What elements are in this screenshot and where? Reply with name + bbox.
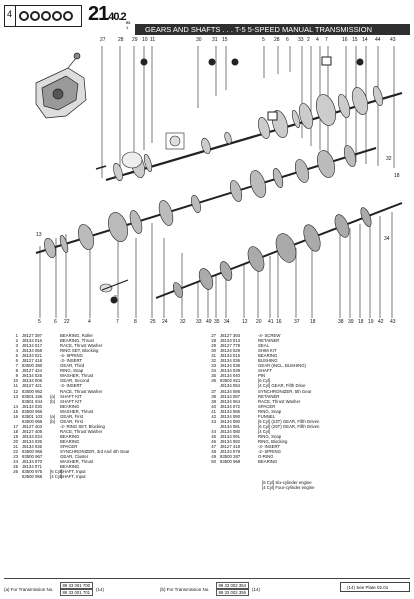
part-qualifier: (b) — [50, 398, 56, 404]
part-description: RING, Snap — [258, 408, 282, 414]
part-description: SYNCHRONIZER, 3rd And 4th Gear — [60, 449, 130, 455]
part-callout-number: 15 — [13, 408, 18, 414]
callout: 43 — [390, 37, 396, 43]
part-row — [2, 474, 192, 479]
part-callout-number: 44 — [211, 428, 216, 434]
part-number: J8134 021 — [22, 353, 43, 359]
part-callout-number: 25 — [13, 464, 18, 470]
footer-b-label: (b) For Transmission No. — [160, 586, 210, 592]
callout: 29 — [132, 37, 138, 43]
part-callout-number: 7 — [15, 363, 18, 369]
part-number: J8134 030 — [22, 403, 43, 409]
part-description: GEAR, Third — [60, 363, 85, 369]
footer-a — [4, 583, 104, 595]
callout: 35 — [214, 319, 220, 325]
part-number: J8127 424 — [22, 368, 43, 374]
callout: 37 — [294, 319, 300, 325]
part-description: RACE, Thrust Washer — [258, 398, 301, 404]
callout: 24 — [162, 319, 168, 325]
part-callout-number: 22 — [13, 449, 18, 455]
part-number: J8134 080 — [220, 418, 241, 424]
part-number: 83501 166 — [22, 393, 43, 399]
part-callout-number: 2 — [15, 338, 18, 344]
part-description: BEARING, Roller — [60, 333, 93, 338]
exploded-view-diagram — [6, 38, 408, 320]
callout: 28 — [274, 37, 280, 43]
part-callout-number: 17 — [13, 423, 18, 429]
see-plate-reference — [340, 582, 410, 592]
callout: 32 — [180, 319, 186, 325]
footer-a-label: (a) For Transmission No. — [4, 586, 54, 592]
part-number: J8134 072 — [220, 403, 241, 409]
part-number: J8134 091 — [220, 433, 241, 439]
part-callout-number: 41 — [211, 408, 216, 414]
part-description: RING SET, Blocking — [60, 348, 99, 354]
callout: 5 — [262, 37, 265, 43]
part-callout-number: 28 — [211, 338, 216, 344]
part-description: SYNCHRONIZER, 5th Gear — [258, 388, 312, 394]
part-description: -2- SPRING — [258, 449, 281, 455]
part-callout-number: 1 — [15, 333, 18, 338]
part-number: J8134 081 — [220, 423, 241, 429]
part-callout-number: 50 — [211, 459, 216, 465]
part-callout-number: 13 — [13, 393, 18, 399]
part-number: J8127 403 — [22, 423, 43, 429]
part-callout-number: 6 — [15, 358, 18, 364]
callout: 13 — [36, 232, 42, 238]
part-description: BEARING — [258, 353, 278, 359]
part-description: BEARING — [258, 459, 278, 465]
part-description: SPACER — [60, 444, 78, 450]
part-callout-number: 33 — [211, 363, 216, 369]
part-callout-number: 38 — [211, 393, 216, 399]
part-description: FUNNEL — [258, 413, 276, 419]
part-description: RING, Snap — [60, 368, 84, 374]
part-description: PIN — [258, 373, 266, 379]
part-callout-number: 8 — [15, 368, 18, 374]
callout: 44 — [375, 37, 381, 43]
part-callout-number: 35 — [211, 373, 216, 379]
callout: 18 — [394, 173, 400, 179]
part-description: [6 Cyl] — [258, 378, 271, 384]
part-number: 83500 287 — [220, 454, 241, 460]
part-number: J8134 006 — [22, 378, 43, 384]
parts-list-left — [2, 333, 192, 479]
part-number: J8134 039 — [220, 368, 241, 374]
callout: 6 — [54, 319, 57, 325]
part-description: -3- INSERT — [258, 444, 281, 450]
callout: 10 — [142, 37, 148, 43]
part-number: J8134 090 — [220, 413, 241, 419]
part-qualifier — [248, 459, 258, 464]
part-callout-number: 31 — [211, 353, 216, 359]
part-description: -2- RING SET, Blocking — [60, 423, 105, 429]
part-qualifier: [6 Cyl] — [50, 469, 63, 475]
part-callout-number: 11 — [13, 383, 18, 389]
part-callout-number: 39 — [211, 398, 216, 404]
part-callout-number: 20 — [13, 438, 18, 444]
transmission-number: 89 33 001 701 — [60, 589, 93, 596]
part-description: RETAINER — [258, 393, 280, 399]
callout: 30 — [196, 37, 202, 43]
part-number: 83500 965 — [22, 418, 43, 424]
part-description: -3- INSERT — [60, 358, 83, 364]
part-number: J8134 078 — [220, 449, 241, 455]
part-description: GEAR, Second — [60, 378, 90, 384]
callout: 15 — [352, 37, 358, 43]
note-line: [6 Cyl] Six-cylinder engine — [262, 480, 312, 485]
part-callout-number: 14 — [13, 403, 18, 409]
part-number: 83500 966 — [22, 408, 43, 414]
part-number: J8134 085 — [220, 408, 241, 414]
part-description: [4 Cyl] — [258, 428, 271, 434]
callout: 31 — [212, 37, 218, 43]
part-number: J8134 016 — [22, 338, 43, 344]
footer-a-suffix: (14) — [96, 586, 105, 592]
part-number: J8134 058 — [22, 348, 43, 354]
part-description: WASHER, Thrust — [60, 408, 94, 414]
callout: 25 — [150, 319, 156, 325]
callout: 2 — [307, 37, 310, 43]
part-number: J8127 405 — [22, 428, 43, 434]
part-description: WASHER, Thrust — [60, 459, 94, 465]
part-number: 83502 821 — [220, 378, 241, 384]
part-number: 83500 975 — [22, 469, 43, 475]
part-number: J8134 017 — [22, 343, 43, 349]
part-number: J8127 421 — [22, 383, 43, 389]
part-qualifier: [4 Cyl] — [50, 474, 63, 480]
transmission-number: 89 33 002 354 — [216, 582, 249, 589]
part-callout-number: 27 — [211, 333, 216, 338]
callout: 5 — [38, 319, 41, 325]
part-description: BEARING — [60, 438, 80, 444]
callout: 4 — [88, 319, 91, 325]
part-number: 83500 962 — [22, 388, 43, 394]
part-number: J8134 086 — [220, 388, 241, 394]
transmission-case-thumbnail — [36, 53, 86, 118]
part-callout-number: 42 — [211, 413, 216, 419]
part-number: J8134 038 — [220, 363, 241, 369]
part-number: 83500 968 — [22, 474, 43, 480]
note-line: [4 Cyl] Four-cylinder engine — [262, 485, 315, 491]
part-callout-number: 32 — [211, 358, 216, 364]
part-number: J8134 025 — [22, 373, 43, 379]
part-description: [4 Cyl] GEAR, Fifth Drive — [258, 383, 306, 389]
part-callout-number: 43 — [211, 418, 216, 424]
part-callout-number: 37 — [211, 388, 216, 394]
part-number: J8134 071 — [22, 464, 43, 470]
part-description: GEAR (INCL. BUSHING) — [258, 363, 306, 369]
part-callout-number: 26 — [13, 469, 18, 475]
part-description: -4- SPRING — [60, 353, 83, 359]
callout: 38 — [338, 319, 344, 325]
part-qualifier: (b) — [50, 418, 56, 424]
part-row — [200, 459, 410, 464]
part-callout-number: 45 — [211, 433, 216, 439]
page-title-text: GEARS AND SHAFTS . . . T-5 5-SPEED MANUAL TRANSMISSION — [145, 25, 372, 34]
part-number: J8127 779 — [220, 343, 241, 349]
see-plate-text: (14) See Plate 02.01 — [347, 584, 389, 590]
part-description: RING, Snap — [258, 433, 282, 439]
part-description: GEAR, First — [60, 418, 83, 424]
callout: 18 — [310, 319, 316, 325]
part-description: BUSHING — [258, 358, 278, 364]
part-number: J8134 036 — [22, 444, 43, 450]
part-callout-number: 16 — [13, 413, 18, 419]
part-number: J8127 393 — [220, 333, 241, 338]
part-callout-number: 46 — [211, 438, 216, 444]
part-description: [6 Cyl] (25T) GEAR, Fifth Driven — [258, 423, 320, 429]
part-description: SHAFT KIT — [60, 398, 82, 404]
callout: 33 — [298, 37, 304, 43]
callout: 16 — [276, 319, 282, 325]
part-callout-number: 5 — [15, 353, 18, 359]
part-number: 83500 380 — [22, 363, 43, 369]
callout: 34 — [224, 319, 230, 325]
part-number: J8134 070 — [22, 459, 43, 465]
part-description: WASHER, Thrust — [60, 373, 94, 379]
part-description: RACE, Thrust Washer — [60, 428, 103, 434]
part-callout-number: 10 — [13, 378, 18, 384]
part-callout-number: 12 — [13, 388, 18, 394]
part-description: O-RING — [258, 454, 274, 460]
callout: 41 — [268, 319, 274, 325]
part-description: RETAINER — [258, 338, 280, 344]
callout: 14 — [362, 37, 368, 43]
part-callout-number: 9 — [15, 373, 18, 379]
part-callout-number: 49 — [211, 454, 216, 460]
part-description: RACE, Thrust Washer — [60, 343, 103, 349]
parts-list-right — [200, 333, 410, 464]
callout: 22 — [64, 319, 70, 325]
transmission-number: 89 33 001 700 — [60, 582, 93, 589]
callout: 42 — [378, 319, 384, 325]
part-number: J8134 013 — [220, 338, 241, 344]
callout: 7 — [325, 37, 328, 43]
part-number: J8134 080 — [220, 428, 241, 434]
callout: 12 — [242, 319, 248, 325]
part-description: GEAR, First — [60, 413, 83, 419]
footer-b-suffix: (14) — [252, 586, 261, 592]
part-callout-number: 34 — [211, 368, 216, 374]
callout: 20 — [256, 319, 262, 325]
part-description: SHIM KIT — [258, 348, 277, 354]
callout: 43 — [390, 319, 396, 325]
part-description: -4- SCREW — [258, 333, 281, 338]
part-callout-number: 30 — [211, 348, 216, 354]
part-number: 83500 966 — [22, 449, 43, 455]
callout: 27 — [100, 37, 106, 43]
part-description: GEAR, Cluster — [60, 454, 89, 460]
part-description: RING, Blocking — [258, 438, 288, 444]
callout: 4 — [316, 37, 319, 43]
part-number: J8127 397 — [22, 333, 43, 338]
part-number: 83500 967 — [22, 454, 43, 460]
part-callout-number: 40 — [211, 403, 216, 409]
part-description: SHAFT KIT — [60, 393, 82, 399]
callout: 33 — [196, 319, 202, 325]
part-description: BEARING — [60, 464, 80, 470]
part-qualifier: (a) — [50, 393, 56, 399]
countershaft-assembly — [100, 203, 402, 299]
part-number: J8134 082 — [220, 438, 241, 444]
part-number: J8134 015 — [220, 353, 241, 359]
part-callout-number: 19 — [13, 433, 18, 439]
callout: 34 — [384, 236, 390, 242]
callout: 7 — [116, 319, 119, 325]
callout: 39 — [348, 319, 354, 325]
callout: 19 — [368, 319, 374, 325]
footer-b — [160, 583, 260, 595]
part-number: J8134 087 — [220, 393, 241, 399]
part-callout-number: 4 — [15, 348, 18, 354]
part-callout-number: 29 — [211, 343, 216, 349]
part-number: J8134 034 — [22, 433, 43, 439]
part-number: 83500 969 — [220, 459, 241, 465]
part-number: J8134 064 — [220, 398, 241, 404]
transmission-number: 89 33 002 355 — [216, 589, 249, 596]
page-number-main: 21 — [88, 3, 109, 25]
callout: 28 — [118, 37, 124, 43]
callout: 18 — [358, 319, 364, 325]
part-callout-number: 21 — [13, 444, 18, 450]
logo-tag: 4 — [7, 9, 13, 19]
cluster-gear-assembly — [36, 144, 376, 259]
callout: 8 — [134, 319, 137, 325]
part-description: SHAFT — [258, 368, 273, 374]
footer-divider — [4, 578, 410, 579]
part-number: J8134 084 — [220, 383, 241, 389]
part-description: SPACER — [258, 403, 276, 409]
part-number: J8127 418 — [220, 444, 241, 450]
part-number: 83501 103 — [22, 413, 43, 419]
callout: 15 — [222, 37, 228, 43]
part-number: 83501 944 — [22, 398, 43, 404]
part-description: -3- INSERT — [60, 383, 83, 389]
part-callout-number: 3 — [15, 343, 18, 349]
part-number: J8134 036 — [220, 358, 241, 364]
part-description: SEAL — [258, 343, 269, 349]
callout: 11 — [150, 37, 156, 43]
engine-notes — [262, 480, 315, 491]
callout: 32 — [386, 156, 392, 162]
part-callout-number: 48 — [211, 449, 216, 455]
callout: 49 — [206, 319, 212, 325]
page-number-sub: 40.2 — [108, 11, 126, 23]
part-qualifier: (a) — [50, 413, 56, 419]
part-callout-number: 36 — [211, 378, 216, 384]
part-number: J8127 418 — [22, 358, 43, 364]
part-number: J8134 035 — [22, 438, 43, 444]
part-callout-number: 47 — [211, 444, 216, 450]
part-number: J8134 040 — [220, 373, 241, 379]
callout: 6 — [286, 37, 289, 43]
part-number: J8134 029 — [220, 348, 241, 354]
part-callout-number: 24 — [13, 459, 18, 465]
part-description: SHAFT, Input — [60, 469, 86, 475]
part-description: SHAFT, Input — [60, 474, 86, 480]
part-description: BEARING, Thrust — [60, 338, 94, 344]
page-tiny: P.O. 1 — [126, 20, 130, 30]
part-description: RACE, Thrust Washer — [60, 388, 103, 394]
part-description: BEARING — [60, 403, 80, 409]
callout: 16 — [342, 37, 348, 43]
part-callout-number: 18 — [13, 428, 18, 434]
part-callout-number: 23 — [13, 454, 18, 460]
part-callout-number — [2, 474, 22, 479]
part-description: BEARING — [60, 433, 80, 439]
part-description: [6 Cyl] (23T) GEAR, Fifth Driven — [258, 418, 320, 424]
